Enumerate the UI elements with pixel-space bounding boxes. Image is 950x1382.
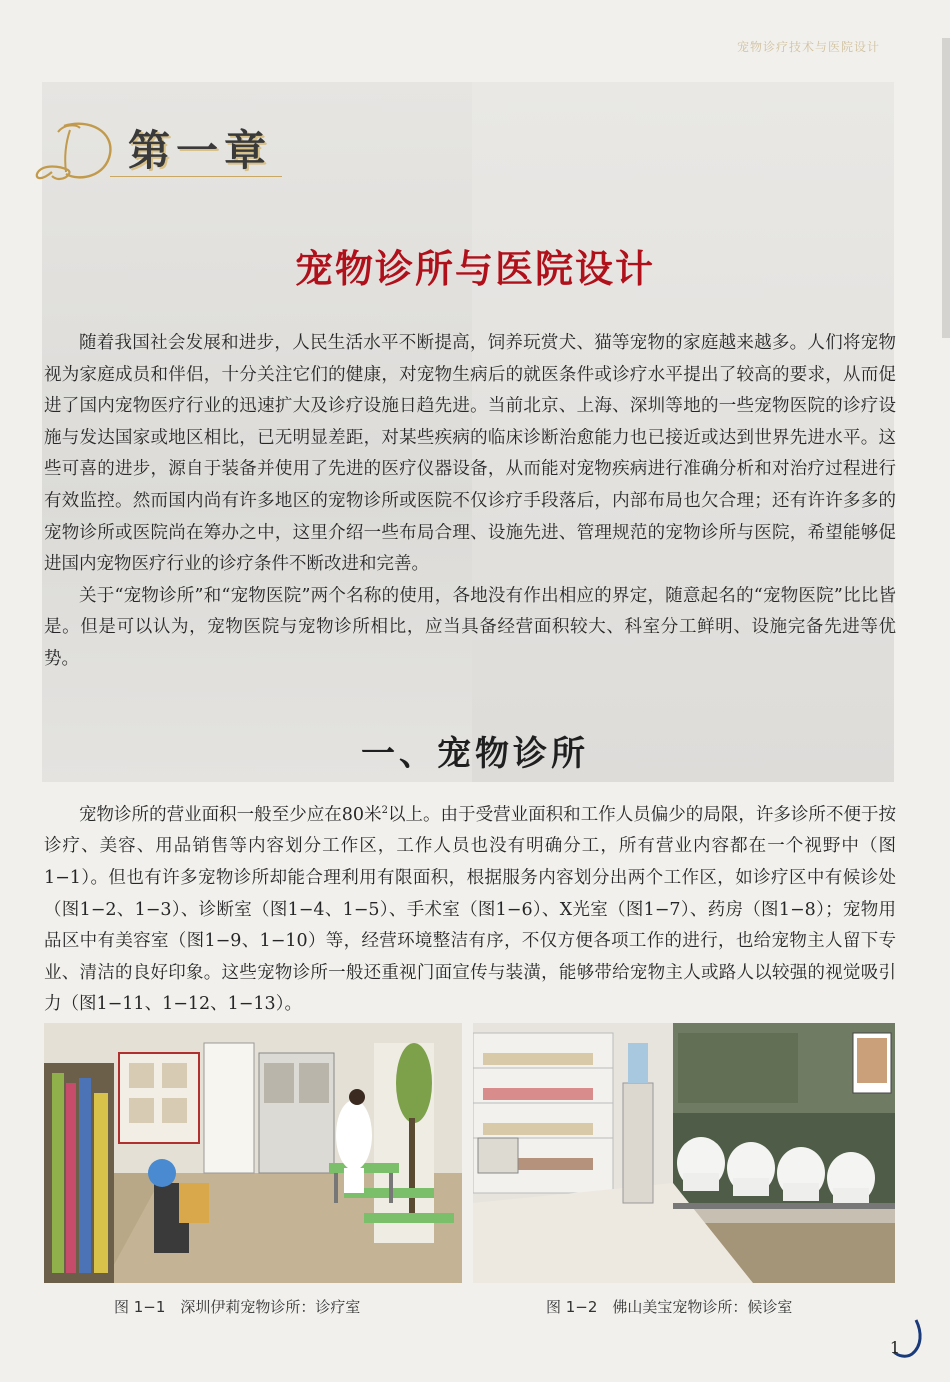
chapter-ornament-icon [30, 112, 120, 192]
running-header: 宠物诊疗技术与医院设计 [736, 40, 880, 54]
figure-caption: 图 1−1 深圳伊莉宠物诊所：诊疗室 [114, 1298, 361, 1316]
intro-text [44, 328, 896, 676]
chapter-label: 第一章 [128, 126, 273, 175]
page-edge-tab [942, 38, 950, 338]
section-text-start: 宠物诊所的营业面积一般至少应在80米 [79, 804, 382, 825]
intro-paragraph: 关于“宠物诊所”和“宠物医院”两个名称的使用，各地没有作出相应的界定，随意起名的“宠物医院”比比皆是。但是可以认为，宠物医院与宠物诊所相比，应当具备经营面积较大、科室分工鲜明、设施完备先进等优势。 [44, 585, 896, 669]
section-text [44, 795, 896, 1021]
chapter-divider [110, 176, 282, 177]
figure-caption: 图 1−2 佛山美宝宠物诊所：候诊室 [546, 1298, 793, 1316]
chapter-title: 宠物诊所与医院设计 [294, 247, 655, 291]
superscript: 2 [381, 805, 388, 816]
figure-photo-waiting-room [473, 1023, 895, 1283]
section-heading: 一、宠物诊所 [361, 734, 589, 774]
page-number: 1 [889, 1338, 900, 1357]
section-paragraph [44, 795, 896, 1021]
intro-paragraph: 随着我国社会发展和进步，人民生活水平不断提高，饲养玩赏犬、猫等宠物的家庭越来越多。人们将宠物视为家庭成员和伴侣，十分关注它们的健康，对宠物生病后的就医条件或诊疗水平提出了较高的要求，从而促进了国内宠物医疗行业的迅速扩大及诊疗设施日趋先进。当前北京、上海、深圳等地的一些宠物医院的诊疗设施与发达国家或地区相比，已无明显差距，对某些疾病的临床诊断治愈能力也已接近或达到世界先进水平。这些可喜的进步，源自于装备并使用了先进的医疗仪器设备，从而能对宠物疾病进行准确分析和对治疗过程进行有效监控。然而国内尚有许多地区的宠物诊所或医院不仅诊疗手段落后，内部布局也欠合理；还有许许多多的宠物诊所或医院尚在筹办之中，这里介绍一些布局合理、设施先进、管理规范的宠物诊所与医院，希望能够促进国内宠物医疗行业的诊疗条件不断改进和完善。 [44, 333, 896, 575]
figure-photo-treatment-room [44, 1023, 462, 1283]
section-text-rest: 以上。由于受营业面积和工作人员偏少的局限，许多诊所不便于按诊疗、美容、用品销售等内容划分工作区，工作人员也没有明确分工，所有营业内容都在一个视野中（图1−1）。但也有许多宠物诊所却能合理利用有限面积，根据服务内容划分出两个工作区，如诊疗区中有候诊处（图1−2、1−3）、诊断室（图1−4、1−5）、手术室（图1−6）、X光室（图1−7）、药房（图1−8）；宠物用品区中有美容室（图1−9、1−10）等，经营环境整洁有序，不仅方便各项工作的进行，也给宠物主人留下专业、清洁的良好印象。这些宠物诊所一般还重视门面宣传与装潢，能够带给宠物主人或路人以较强的视觉吸引力（图1−11、1−12、1−13）。 [44, 804, 896, 1015]
